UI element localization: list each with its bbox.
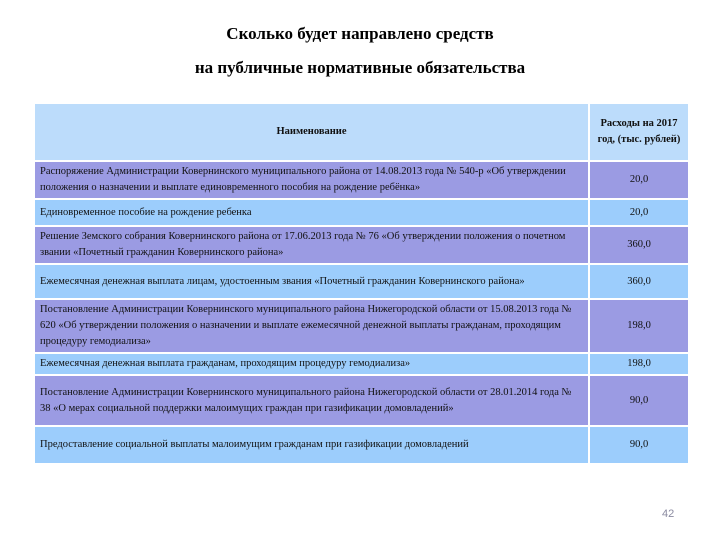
row-value: 20,0 bbox=[588, 162, 688, 198]
header-name: Наименование bbox=[35, 104, 588, 160]
row-value: 198,0 bbox=[588, 354, 688, 374]
slide-title-line-2: на публичные нормативные обязательства bbox=[194, 58, 526, 77]
row-value: 360,0 bbox=[588, 227, 688, 263]
obligations-table bbox=[35, 102, 688, 465]
row-name: Постановление Администрации Ковернинского муниципального района Нижегородской области от 15.08.2013 года № 620 «Об утверждении положения о назначении и выплате ежемесячной денежной выплаты гражданам, проходящим процедуру гемодиализа» bbox=[35, 300, 588, 352]
row-value: 20,0 bbox=[588, 200, 688, 225]
table-row bbox=[35, 227, 688, 263]
row-name: Постановление Администрации Ковернинского муниципального района Нижегородской области от 28.01.2014 года № 38 «О мерах социальной поддержки малоимущих граждан при газификации домовладений» bbox=[35, 376, 588, 425]
table-row bbox=[35, 427, 688, 463]
row-value: 360,0 bbox=[588, 265, 688, 298]
table-row bbox=[35, 265, 688, 298]
row-value: 90,0 bbox=[588, 376, 688, 425]
row-name: Распоряжение Администрации Ковернинского муниципального района от 14.08.2013 года № 540-р «Об утверждении положения о назначении и выплате единовременного пособия на рождение ребёнка» bbox=[35, 162, 588, 198]
row-name: Предоставление социальной выплаты малоимущим гражданам при газификации домовладений bbox=[35, 427, 588, 463]
table-row bbox=[35, 200, 688, 225]
slide-title-line-1: Сколько будет направлено средств bbox=[226, 24, 494, 43]
table-header bbox=[35, 104, 688, 160]
table-row bbox=[35, 354, 688, 374]
table-row bbox=[35, 300, 688, 352]
row-value: 90,0 bbox=[588, 427, 688, 463]
row-name: Ежемесячная денежная выплата гражданам, проходящим процедуру гемодиализа» bbox=[35, 354, 588, 374]
row-name: Единовременное пособие на рождение ребенка bbox=[35, 200, 588, 225]
row-value: 198,0 bbox=[588, 300, 688, 352]
header-value: Расходы на 2017 год, (тыс. рублей) bbox=[588, 104, 688, 160]
row-name: Ежемесячная денежная выплата лицам, удостоенным звания «Почетный гражданин Ковернинского района» bbox=[35, 265, 588, 298]
page-number: 42 bbox=[662, 508, 675, 520]
table-row bbox=[35, 376, 688, 425]
table-row bbox=[35, 162, 688, 198]
row-name: Решение Земского собрания Ковернинского района от 17.06.2013 года № 76 «Об утверждении положения о почетном звании «Почетный гражданин Ковернинского района» bbox=[35, 227, 588, 263]
